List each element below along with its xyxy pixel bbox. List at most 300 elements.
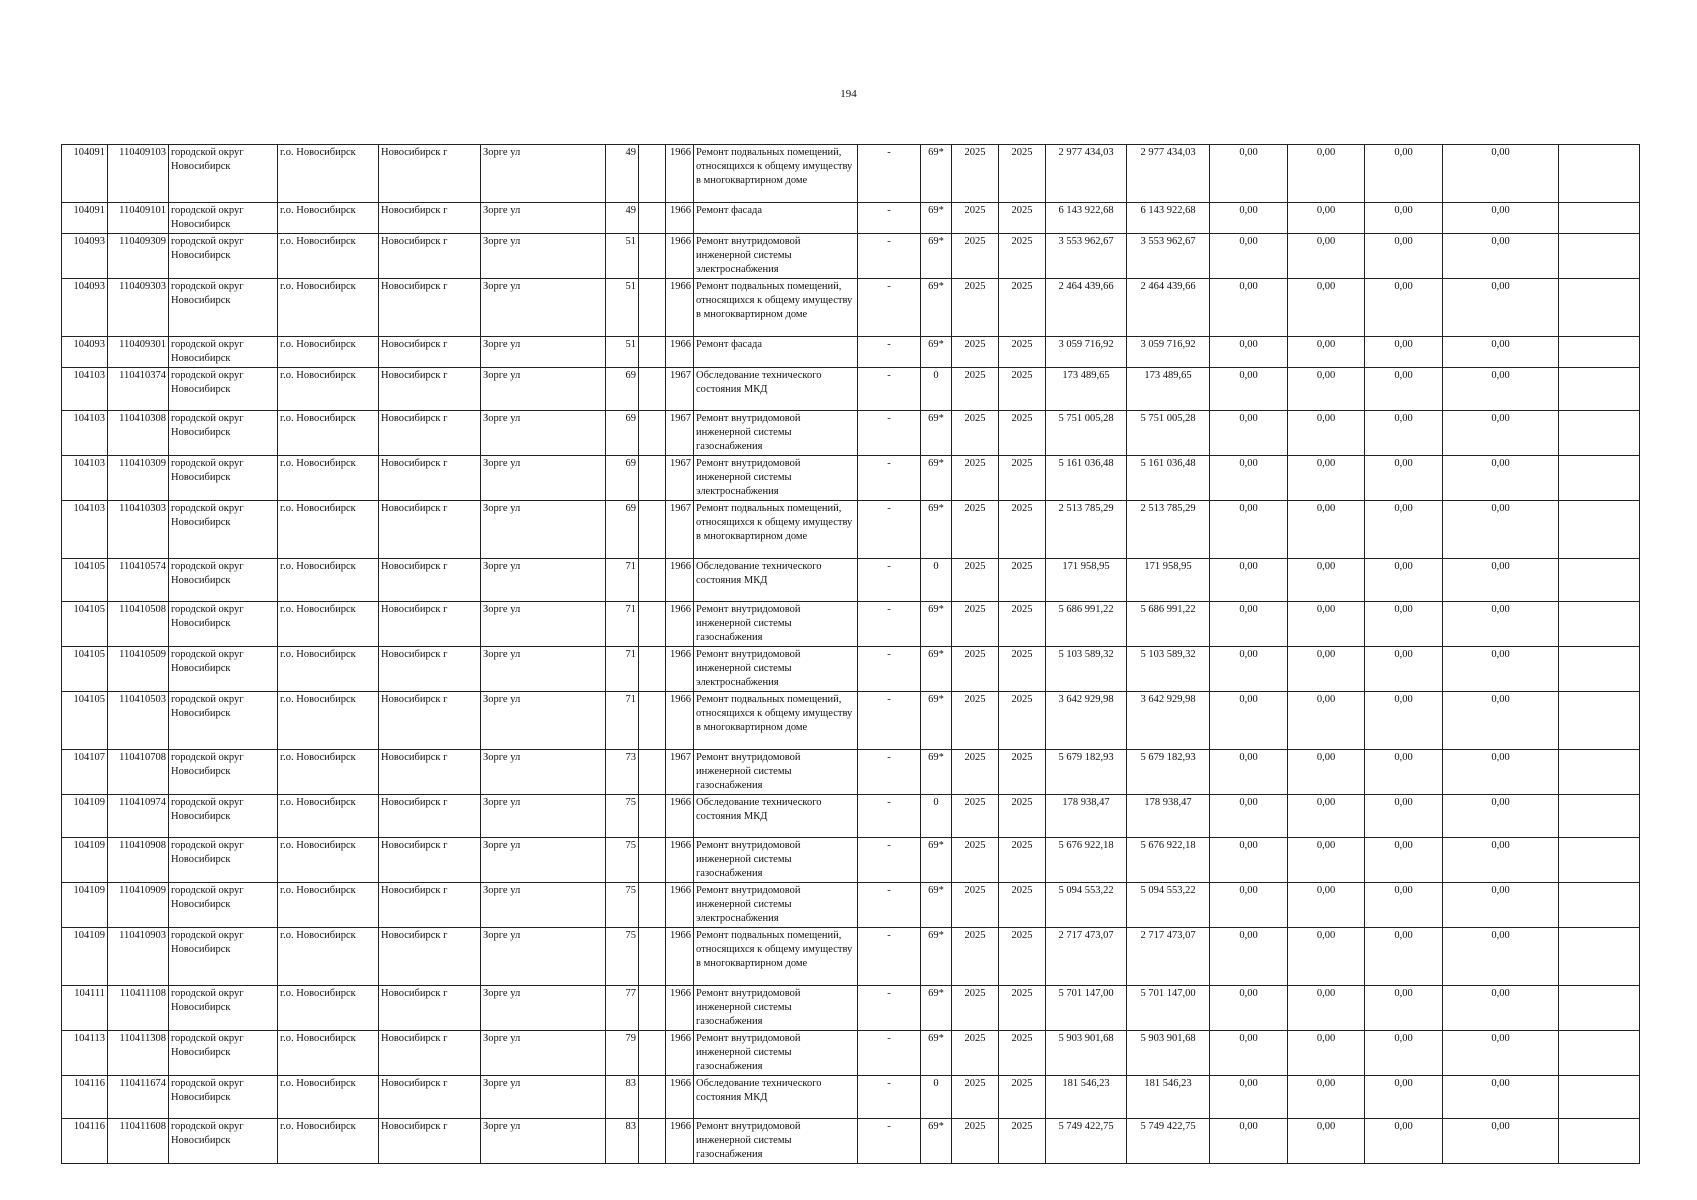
row-dash: - [858,795,921,838]
row-value-2: 0,00 [1288,602,1365,647]
row-total-cost: 2 717 473,07 [1046,928,1127,986]
row-year-start: 2025 [952,279,999,337]
row-code: 110409303 [108,279,169,337]
row-year-end: 2025 [999,692,1046,750]
row-district: городской округ Новосибирск [169,1076,278,1119]
row-house: 49 [606,145,639,203]
row-city: Новосибирск г [379,928,481,986]
row-value-3: 0,00 [1365,145,1443,203]
row-dash: - [858,279,921,337]
row-value-3: 0,00 [1365,838,1443,883]
row-year-start: 2025 [952,750,999,795]
row-value-4: 0,00 [1443,647,1559,692]
row-city: Новосибирск г [379,647,481,692]
row-id: 104103 [62,456,108,501]
row-norm: 69* [921,279,952,337]
row-work-type: Ремонт фасада [694,203,858,234]
row-value-1: 0,00 [1210,883,1288,928]
row-fund-cost: 173 489,65 [1127,368,1210,411]
row-total-cost: 3 553 962,67 [1046,234,1127,279]
row-id: 104091 [62,203,108,234]
row-value-1: 0,00 [1210,1076,1288,1119]
row-municipality: г.о. Новосибирск [278,1076,379,1119]
row-norm: 0 [921,795,952,838]
row-city: Новосибирск г [379,203,481,234]
row-year: 1966 [666,559,694,602]
row-year-start: 2025 [952,647,999,692]
row-value-1: 0,00 [1210,750,1288,795]
row-blank [639,368,666,411]
row-norm: 69* [921,234,952,279]
row-house: 71 [606,692,639,750]
row-total-cost: 3 059 716,92 [1046,337,1127,368]
row-value-1: 0,00 [1210,411,1288,456]
row-id: 104109 [62,928,108,986]
row-blank [639,883,666,928]
row-street: Зорге ул [481,795,606,838]
row-dash: - [858,647,921,692]
row-street: Зорге ул [481,337,606,368]
row-norm: 69* [921,883,952,928]
row-year-start: 2025 [952,501,999,559]
row-year-start: 2025 [952,795,999,838]
row-empty [1559,279,1640,337]
registry-table [61,144,1640,1164]
row-total-cost: 2 464 439,66 [1046,279,1127,337]
row-blank [639,750,666,795]
row-value-2: 0,00 [1288,1076,1365,1119]
row-district: городской округ Новосибирск [169,145,278,203]
row-house: 75 [606,838,639,883]
row-empty [1559,203,1640,234]
row-blank [639,692,666,750]
row-work-type: Обследование технического состояния МКД [694,1076,858,1119]
row-fund-cost: 171 958,95 [1127,559,1210,602]
row-municipality: г.о. Новосибирск [278,501,379,559]
row-dash: - [858,234,921,279]
row-year-start: 2025 [952,145,999,203]
row-code: 110410708 [108,750,169,795]
row-fund-cost: 3 642 929,98 [1127,692,1210,750]
row-fund-cost: 178 938,47 [1127,795,1210,838]
row-fund-cost: 2 977 434,03 [1127,145,1210,203]
row-fund-cost: 5 679 182,93 [1127,750,1210,795]
row-work-type: Ремонт подвальных помещений, относящихся к общему имуществу в многоквартирном доме [694,692,858,750]
row-work-type: Обследование технического состояния МКД [694,559,858,602]
row-code: 110410309 [108,456,169,501]
row-code: 110410909 [108,883,169,928]
row-street: Зорге ул [481,647,606,692]
row-house: 69 [606,411,639,456]
row-code: 110410308 [108,411,169,456]
row-year: 1967 [666,411,694,456]
row-year-end: 2025 [999,279,1046,337]
row-municipality: г.о. Новосибирск [278,203,379,234]
row-value-3: 0,00 [1365,692,1443,750]
row-empty [1559,1031,1640,1076]
row-year-start: 2025 [952,838,999,883]
row-work-type: Ремонт внутридомовой инженерной системы электроснабжения [694,883,858,928]
row-id: 104109 [62,795,108,838]
row-house: 69 [606,501,639,559]
row-house: 51 [606,337,639,368]
row-value-1: 0,00 [1210,456,1288,501]
row-year-start: 2025 [952,1119,999,1164]
row-year-end: 2025 [999,234,1046,279]
row-blank [639,234,666,279]
row-fund-cost: 3 059 716,92 [1127,337,1210,368]
row-street: Зорге ул [481,559,606,602]
row-house: 71 [606,559,639,602]
row-work-type: Ремонт подвальных помещений, относящихся к общему имуществу в многоквартирном доме [694,279,858,337]
row-dash: - [858,692,921,750]
row-municipality: г.о. Новосибирск [278,838,379,883]
row-value-3: 0,00 [1365,928,1443,986]
row-value-1: 0,00 [1210,145,1288,203]
row-code: 110410509 [108,647,169,692]
row-year: 1966 [666,145,694,203]
row-municipality: г.о. Новосибирск [278,602,379,647]
row-blank [639,602,666,647]
row-house: 75 [606,795,639,838]
row-total-cost: 5 701 147,00 [1046,986,1127,1031]
row-municipality: г.о. Новосибирск [278,337,379,368]
row-year: 1967 [666,456,694,501]
row-district: городской округ Новосибирск [169,368,278,411]
row-norm: 69* [921,1031,952,1076]
row-code: 110410574 [108,559,169,602]
row-year-end: 2025 [999,986,1046,1031]
row-year-end: 2025 [999,456,1046,501]
row-total-cost: 5 679 182,93 [1046,750,1127,795]
row-dash: - [858,203,921,234]
row-id: 104109 [62,883,108,928]
row-year-end: 2025 [999,883,1046,928]
table-row [62,795,1640,838]
row-value-4: 0,00 [1443,1031,1559,1076]
row-district: городской округ Новосибирск [169,928,278,986]
row-house: 83 [606,1076,639,1119]
row-fund-cost: 3 553 962,67 [1127,234,1210,279]
row-year-start: 2025 [952,1031,999,1076]
row-city: Новосибирск г [379,1119,481,1164]
row-dash: - [858,456,921,501]
row-value-3: 0,00 [1365,883,1443,928]
row-street: Зорге ул [481,692,606,750]
row-year-end: 2025 [999,602,1046,647]
row-value-4: 0,00 [1443,411,1559,456]
row-year-end: 2025 [999,750,1046,795]
row-city: Новосибирск г [379,750,481,795]
row-value-4: 0,00 [1443,750,1559,795]
row-year-end: 2025 [999,1031,1046,1076]
row-total-cost: 5 749 422,75 [1046,1119,1127,1164]
table-row [62,883,1640,928]
row-id: 104093 [62,279,108,337]
row-work-type: Ремонт подвальных помещений, относящихся к общему имуществу в многоквартирном доме [694,145,858,203]
row-empty [1559,795,1640,838]
row-blank [639,1119,666,1164]
row-municipality: г.о. Новосибирск [278,456,379,501]
row-year-end: 2025 [999,501,1046,559]
row-house: 51 [606,279,639,337]
row-street: Зорге ул [481,1031,606,1076]
row-street: Зорге ул [481,279,606,337]
row-street: Зорге ул [481,602,606,647]
row-year-end: 2025 [999,203,1046,234]
row-city: Новосибирск г [379,795,481,838]
row-empty [1559,928,1640,986]
row-value-2: 0,00 [1288,501,1365,559]
row-work-type: Ремонт внутридомовой инженерной системы газоснабжения [694,750,858,795]
row-value-4: 0,00 [1443,928,1559,986]
row-value-3: 0,00 [1365,1076,1443,1119]
row-norm: 69* [921,203,952,234]
row-code: 110409101 [108,203,169,234]
row-fund-cost: 181 546,23 [1127,1076,1210,1119]
row-value-4: 0,00 [1443,203,1559,234]
row-id: 104093 [62,337,108,368]
row-year-start: 2025 [952,1076,999,1119]
row-work-type: Ремонт внутридомовой инженерной системы газоснабжения [694,1031,858,1076]
page-number: 194 [840,88,857,100]
row-value-2: 0,00 [1288,838,1365,883]
row-value-2: 0,00 [1288,883,1365,928]
row-id: 104107 [62,750,108,795]
table-row [62,838,1640,883]
row-norm: 69* [921,692,952,750]
row-city: Новосибирск г [379,501,481,559]
row-code: 110409103 [108,145,169,203]
table-row [62,234,1640,279]
row-value-4: 0,00 [1443,1119,1559,1164]
row-value-3: 0,00 [1365,602,1443,647]
row-street: Зорге ул [481,145,606,203]
row-empty [1559,692,1640,750]
row-fund-cost: 5 161 036,48 [1127,456,1210,501]
row-id: 104105 [62,559,108,602]
row-year: 1966 [666,928,694,986]
row-dash: - [858,750,921,795]
table-row [62,368,1640,411]
row-value-2: 0,00 [1288,750,1365,795]
row-value-3: 0,00 [1365,234,1443,279]
row-code: 110410508 [108,602,169,647]
row-value-1: 0,00 [1210,368,1288,411]
row-year-end: 2025 [999,1076,1046,1119]
row-dash: - [858,838,921,883]
row-year-start: 2025 [952,368,999,411]
row-district: городской округ Новосибирск [169,647,278,692]
row-value-4: 0,00 [1443,456,1559,501]
row-fund-cost: 6 143 922,68 [1127,203,1210,234]
row-district: городской округ Новосибирск [169,986,278,1031]
row-dash: - [858,986,921,1031]
row-blank [639,795,666,838]
row-value-2: 0,00 [1288,647,1365,692]
row-value-3: 0,00 [1365,501,1443,559]
row-fund-cost: 5 094 553,22 [1127,883,1210,928]
row-city: Новосибирск г [379,602,481,647]
row-district: городской округ Новосибирск [169,750,278,795]
row-year-start: 2025 [952,411,999,456]
table-row [62,1031,1640,1076]
table-row [62,602,1640,647]
row-district: городской округ Новосибирск [169,692,278,750]
row-year-end: 2025 [999,647,1046,692]
row-blank [639,1031,666,1076]
row-id: 104113 [62,1031,108,1076]
row-value-2: 0,00 [1288,928,1365,986]
row-house: 69 [606,456,639,501]
row-municipality: г.о. Новосибирск [278,234,379,279]
row-year-end: 2025 [999,795,1046,838]
row-empty [1559,1076,1640,1119]
registry-body [62,145,1640,1164]
row-municipality: г.о. Новосибирск [278,1119,379,1164]
row-value-2: 0,00 [1288,1031,1365,1076]
row-value-1: 0,00 [1210,692,1288,750]
row-total-cost: 5 161 036,48 [1046,456,1127,501]
row-district: городской округ Новосибирск [169,279,278,337]
row-value-1: 0,00 [1210,838,1288,883]
row-year: 1967 [666,501,694,559]
row-value-4: 0,00 [1443,337,1559,368]
row-year: 1967 [666,368,694,411]
row-district: городской округ Новосибирск [169,883,278,928]
row-fund-cost: 2 717 473,07 [1127,928,1210,986]
row-city: Новосибирск г [379,337,481,368]
row-year-end: 2025 [999,1119,1046,1164]
row-total-cost: 173 489,65 [1046,368,1127,411]
row-city: Новосибирск г [379,883,481,928]
row-value-4: 0,00 [1443,559,1559,602]
row-dash: - [858,1031,921,1076]
row-id: 104105 [62,602,108,647]
row-value-4: 0,00 [1443,145,1559,203]
row-value-1: 0,00 [1210,203,1288,234]
row-fund-cost: 5 701 147,00 [1127,986,1210,1031]
row-year-start: 2025 [952,234,999,279]
table-row [62,1076,1640,1119]
row-dash: - [858,1119,921,1164]
row-id: 104103 [62,501,108,559]
table-row [62,647,1640,692]
row-empty [1559,411,1640,456]
row-work-type: Ремонт внутридомовой инженерной системы газоснабжения [694,986,858,1031]
row-empty [1559,559,1640,602]
row-value-2: 0,00 [1288,795,1365,838]
row-code: 110410303 [108,501,169,559]
row-empty [1559,337,1640,368]
row-norm: 69* [921,456,952,501]
row-value-4: 0,00 [1443,279,1559,337]
row-year: 1966 [666,647,694,692]
row-year-end: 2025 [999,368,1046,411]
row-city: Новосибирск г [379,838,481,883]
row-norm: 69* [921,928,952,986]
row-year: 1966 [666,838,694,883]
row-district: городской округ Новосибирск [169,337,278,368]
row-year: 1966 [666,1031,694,1076]
row-norm: 69* [921,647,952,692]
row-work-type: Обследование технического состояния МКД [694,795,858,838]
row-value-3: 0,00 [1365,1031,1443,1076]
row-value-2: 0,00 [1288,279,1365,337]
row-id: 104116 [62,1119,108,1164]
row-value-3: 0,00 [1365,456,1443,501]
row-total-cost: 5 903 901,68 [1046,1031,1127,1076]
row-value-1: 0,00 [1210,602,1288,647]
row-district: городской округ Новосибирск [169,456,278,501]
row-district: городской округ Новосибирск [169,1031,278,1076]
row-value-4: 0,00 [1443,602,1559,647]
row-value-1: 0,00 [1210,1119,1288,1164]
row-fund-cost: 5 751 005,28 [1127,411,1210,456]
row-dash: - [858,501,921,559]
row-house: 83 [606,1119,639,1164]
row-value-2: 0,00 [1288,1119,1365,1164]
row-id: 104103 [62,411,108,456]
row-street: Зорге ул [481,750,606,795]
row-empty [1559,501,1640,559]
row-blank [639,203,666,234]
row-district: городской округ Новосибирск [169,795,278,838]
row-municipality: г.о. Новосибирск [278,795,379,838]
row-value-1: 0,00 [1210,234,1288,279]
row-house: 69 [606,368,639,411]
row-street: Зорге ул [481,456,606,501]
table-row [62,456,1640,501]
row-blank [639,337,666,368]
row-year: 1966 [666,234,694,279]
row-work-type: Ремонт внутридомовой инженерной системы газоснабжения [694,411,858,456]
row-city: Новосибирск г [379,411,481,456]
row-year-start: 2025 [952,602,999,647]
row-year: 1966 [666,337,694,368]
row-total-cost: 2 977 434,03 [1046,145,1127,203]
row-total-cost: 5 103 589,32 [1046,647,1127,692]
row-norm: 69* [921,1119,952,1164]
row-total-cost: 5 676 922,18 [1046,838,1127,883]
row-blank [639,145,666,203]
row-year-start: 2025 [952,986,999,1031]
row-year-start: 2025 [952,559,999,602]
row-city: Новосибирск г [379,145,481,203]
row-house: 73 [606,750,639,795]
row-value-4: 0,00 [1443,234,1559,279]
row-fund-cost: 5 686 991,22 [1127,602,1210,647]
row-street: Зорге ул [481,1119,606,1164]
row-value-3: 0,00 [1365,411,1443,456]
row-work-type: Ремонт фасада [694,337,858,368]
table-row [62,559,1640,602]
row-municipality: г.о. Новосибирск [278,145,379,203]
row-street: Зорге ул [481,928,606,986]
row-empty [1559,883,1640,928]
row-year-start: 2025 [952,928,999,986]
row-norm: 69* [921,838,952,883]
row-empty [1559,750,1640,795]
row-street: Зорге ул [481,883,606,928]
row-value-3: 0,00 [1365,986,1443,1031]
row-dash: - [858,883,921,928]
table-row [62,145,1640,203]
row-norm: 0 [921,368,952,411]
row-year-end: 2025 [999,838,1046,883]
row-empty [1559,647,1640,692]
row-value-3: 0,00 [1365,1119,1443,1164]
